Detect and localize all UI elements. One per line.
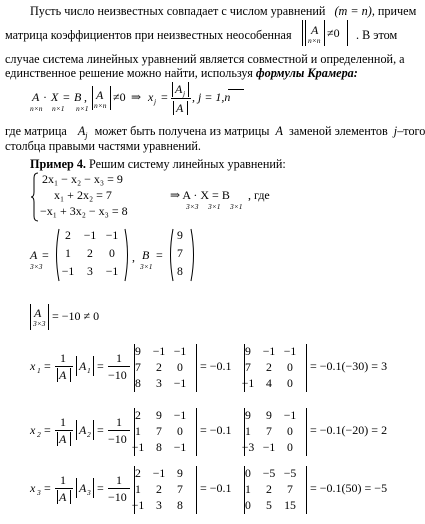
B-cell: 7 [177, 246, 183, 260]
Aj-sub: 3 [87, 488, 91, 497]
solution-x2 [30, 406, 400, 466]
formula-Aj: A [175, 82, 183, 96]
B-cell: 8 [177, 264, 183, 278]
det-bar [196, 408, 197, 456]
text-Aj: A [77, 124, 86, 138]
result: = −0.1(50) = −5 [310, 481, 388, 495]
formula-implies: ⇒ [131, 90, 142, 104]
intro-line-1 [30, 4, 416, 18]
mid-value: = −0.1 [200, 481, 232, 495]
reduced-matrix-cell: 9 [245, 344, 251, 358]
A-right-paren [124, 228, 130, 282]
A-cell: 1 [65, 246, 71, 260]
det-bar [93, 420, 94, 440]
reduced-matrix-cell: 4 [266, 376, 272, 390]
frac2-num: 1 [116, 351, 122, 365]
formula-Aj-sub: j [183, 89, 186, 98]
example-title: Пример 4. [30, 157, 86, 171]
x-label: x [30, 359, 36, 373]
det-A-sub: n×n [308, 36, 321, 45]
cramer-matrix-cell: 9 [177, 466, 183, 480]
eq: = [44, 481, 51, 495]
cramer-matrix-cell: 0 [177, 424, 183, 438]
reduced-matrix-cell: 1 [245, 424, 251, 438]
reduced-matrix-cell: 7 [245, 360, 251, 374]
x-sub: 1 [37, 366, 41, 375]
det-bar [57, 368, 58, 382]
cramer-matrix-cell: 2 [156, 360, 162, 374]
formula-A: A [32, 90, 40, 104]
intro-text: может быть получена из матрицы [94, 124, 270, 138]
matform-sub-X: 3×1 [208, 202, 221, 211]
frac2-num: 1 [116, 473, 122, 487]
reduced-matrix-cell: 7 [287, 482, 293, 496]
cramer-matrix-cell: 8 [177, 498, 183, 512]
result: = −0.1(−20) = 2 [310, 423, 388, 437]
intro-text: матрица коэффициентов при неизвестных неособенная [5, 28, 292, 42]
intro-text: единственное решение можно найти, используя [5, 66, 256, 80]
reduced-matrix-cell: 0 [287, 424, 293, 438]
equation-3: −x₁ + 3x₂ − x₃ = 8 [40, 204, 128, 218]
matrix-form: ⇒ A · X = B [170, 188, 230, 202]
cramer-matrix-cell: 2 [135, 408, 141, 422]
det-bar [70, 432, 71, 446]
cramer-matrix-cell: 7 [156, 424, 162, 438]
reduced-matrix-cell: −1 [283, 408, 297, 422]
cramer-matrix-cell: 9 [156, 408, 162, 422]
cramer-formulas-label: формулы Крамера: [255, 66, 358, 80]
reduced-matrix-cell: 5 [266, 498, 272, 512]
fraction-bar [55, 488, 73, 489]
reduced-matrix-cell: 0 [287, 360, 293, 374]
cramer-matrix-cell: 0 [177, 360, 183, 374]
reduced-matrix-cell: −1 [262, 440, 276, 454]
intro-text: , причем [371, 4, 417, 18]
equation-2: x₁ + 2x₂ = 7 [54, 188, 112, 202]
det-bar [57, 432, 58, 446]
det-A: A [311, 23, 319, 37]
det-bar [196, 466, 197, 514]
reduced-matrix-cell: −5 [262, 466, 276, 480]
intro-text: . В этом [356, 28, 398, 42]
formula-X-sub: n×1 [52, 104, 65, 113]
intro-text: Пусть число неизвестных совпадает с числом уравнений [30, 4, 326, 18]
reduced-matrix-cell: −1 [241, 376, 255, 390]
formula-den: A [176, 101, 184, 115]
frac-num: 1 [60, 473, 66, 487]
cramer-matrix-cell: 7 [135, 360, 141, 374]
intro-line-2 [5, 28, 292, 42]
frac-den-A: A [59, 490, 67, 504]
formula-x: x [148, 90, 154, 104]
eq: = [97, 359, 104, 373]
cramer-matrix-cell: 8 [156, 440, 162, 454]
cramer-matrix-cell: −1 [131, 440, 145, 454]
cramer-matrix-cell: −1 [173, 376, 187, 390]
fraction-bar [55, 430, 73, 431]
formula-ne0: ≠0 [113, 90, 126, 104]
formula-B-sub: n×1 [76, 104, 89, 113]
reduced-matrix-cell: 7 [266, 424, 272, 438]
Aj-sub: 2 [87, 430, 91, 439]
frac-num: 1 [60, 351, 66, 365]
text-j: j [393, 124, 398, 138]
intro-line-6: столбца правыми частями уравнений. [5, 139, 201, 153]
formula-eq2: = [161, 90, 168, 104]
det-A-line [30, 304, 150, 330]
formula-dot: · [43, 90, 47, 104]
cramer-matrix-cell: 2 [156, 482, 162, 496]
fraction-bar [108, 366, 130, 367]
cramer-matrix-cell: −1 [173, 344, 187, 358]
det-bar [76, 420, 77, 440]
solution-x3 [30, 464, 400, 524]
A-cell: 2 [65, 228, 71, 242]
reduced-matrix-cell: 0 [245, 498, 251, 512]
fraction-bar [108, 488, 130, 489]
reduced-matrix-cell: 9 [266, 408, 272, 422]
formula-x-sub: j [154, 97, 157, 106]
det-bar [93, 356, 94, 376]
Aj-sub: 1 [87, 366, 91, 375]
A-eq: = [42, 248, 49, 262]
equation-system [30, 172, 310, 222]
A-cell: −1 [83, 228, 97, 242]
cramer-matrix-cell: −1 [173, 408, 187, 422]
example-heading [30, 157, 286, 171]
text-A: A [275, 124, 283, 138]
matform-sub-B: 3×1 [230, 202, 243, 211]
cramer-matrix-cell: −1 [152, 344, 166, 358]
det-bar [306, 466, 307, 514]
frac2-den: −10 [108, 490, 127, 504]
fraction-bar [55, 366, 73, 367]
B-cell: 9 [177, 228, 183, 242]
intro-text: где матрица [5, 124, 67, 138]
reduced-matrix-cell: 15 [284, 498, 296, 512]
formula-eq: = [63, 90, 70, 104]
matform-sub-A: 3×3 [186, 202, 199, 211]
cramer-matrix-cell: 3 [156, 498, 162, 512]
formula-fraction-bar [171, 98, 191, 99]
det-bar [306, 344, 307, 392]
reduced-matrix-cell: −1 [283, 344, 297, 358]
cramer-matrix-cell: −1 [152, 466, 166, 480]
A-cell: 2 [87, 246, 93, 260]
intro-text: –того [397, 124, 425, 138]
formula-range: , j = 1,n [192, 90, 231, 104]
formula-comma: , [84, 90, 87, 104]
cramer-matrix-cell: −1 [131, 498, 145, 512]
det-bar [93, 478, 94, 498]
B-right-paren [190, 228, 196, 282]
formula-detA-sub: n×n [94, 101, 107, 110]
Aj: A [79, 481, 87, 495]
cramer-formula [30, 84, 270, 120]
reduced-matrix-cell: 0 [287, 376, 293, 390]
A-cell: −1 [105, 264, 119, 278]
det-A-label: A [34, 306, 42, 320]
eq: = [44, 423, 51, 437]
det-bar [196, 344, 197, 392]
cramer-matrix-cell: 1 [135, 482, 141, 496]
det-condition [300, 20, 352, 46]
A-cell: 0 [109, 246, 115, 260]
intro-line-4 [5, 66, 358, 80]
where-label: , где [248, 188, 270, 202]
A-cell: 3 [87, 264, 93, 278]
cramer-matrix-cell: 9 [135, 344, 141, 358]
x-sub: 2 [37, 430, 41, 439]
reduced-matrix-cell: −5 [283, 466, 297, 480]
cramer-matrix-cell: 7 [177, 482, 183, 496]
reduced-matrix-cell: 1 [245, 482, 251, 496]
Aj: A [79, 423, 87, 437]
x-sub: 3 [37, 488, 41, 497]
reduced-matrix-cell: 0 [287, 440, 293, 454]
intro-line-3: случае система линейных уравнений является совместной и определенной, а [5, 52, 405, 66]
det-bar [306, 408, 307, 456]
overline [228, 89, 244, 90]
eq: = [97, 423, 104, 437]
A-cell: −1 [105, 228, 119, 242]
B-eq: = [156, 248, 163, 262]
A-label: A [30, 248, 38, 262]
left-brace [30, 172, 40, 222]
cramer-matrix-cell: 3 [156, 376, 162, 390]
det-bar [76, 478, 77, 498]
det-bar [70, 490, 71, 504]
cramer-matrix-cell: 1 [135, 424, 141, 438]
frac-num: 1 [60, 415, 66, 429]
equation-1: 2x₁ − x₂ − x₃ = 9 [42, 172, 123, 186]
det-bar [76, 356, 77, 376]
cramer-matrix-cell: −1 [173, 440, 187, 454]
frac2-den: −10 [108, 368, 127, 382]
formula-A-sub: n×n [30, 104, 43, 113]
formula-X: X [51, 90, 59, 104]
text-Aj-sub: j [85, 131, 88, 140]
det-A-sub: 3×3 [33, 319, 46, 328]
AB-comma: , [132, 250, 135, 264]
frac2-den: −10 [108, 432, 127, 446]
A-cell: −1 [61, 264, 75, 278]
formula-B: B [74, 90, 82, 104]
frac2-num: 1 [116, 415, 122, 429]
B-label: B [142, 248, 150, 262]
frac-den-A: A [59, 368, 67, 382]
reduced-matrix-cell: 2 [266, 360, 272, 374]
Aj: A [79, 359, 87, 373]
cramer-matrix-cell: 8 [135, 376, 141, 390]
eq: = [97, 481, 104, 495]
frac-den-A: A [59, 432, 67, 446]
det-bar [70, 368, 71, 382]
A-sub: 3×3 [30, 262, 43, 271]
condition-m-eq-n: (m = n) [334, 4, 372, 18]
mid-value: = −0.1 [200, 359, 232, 373]
x-label: x [30, 481, 36, 495]
intro-text: заменой элементов [289, 124, 388, 138]
reduced-matrix-cell: 9 [245, 408, 251, 422]
B-sub: 3×1 [140, 262, 153, 271]
formula-detA: A [96, 88, 104, 102]
reduced-matrix-cell: 0 [245, 466, 251, 480]
matrices-AB [30, 228, 230, 284]
reduced-matrix-cell: 2 [266, 482, 272, 496]
x-label: x [30, 423, 36, 437]
cramer-matrix-cell: 2 [135, 466, 141, 480]
det-bar [57, 490, 58, 504]
reduced-matrix-cell: −1 [262, 344, 276, 358]
fraction-bar [108, 430, 130, 431]
reduced-matrix-cell: −3 [241, 440, 255, 454]
result: = −0.1(−30) = 3 [310, 359, 388, 373]
eq: = [44, 359, 51, 373]
mid-value: = −0.1 [200, 423, 232, 437]
det-A-value: = −10 ≠ 0 [52, 309, 100, 323]
ne-zero: ≠0 [327, 26, 340, 40]
solution-x1 [30, 342, 400, 402]
example-title-rest: Решим систему линейных уравнений: [85, 157, 286, 171]
